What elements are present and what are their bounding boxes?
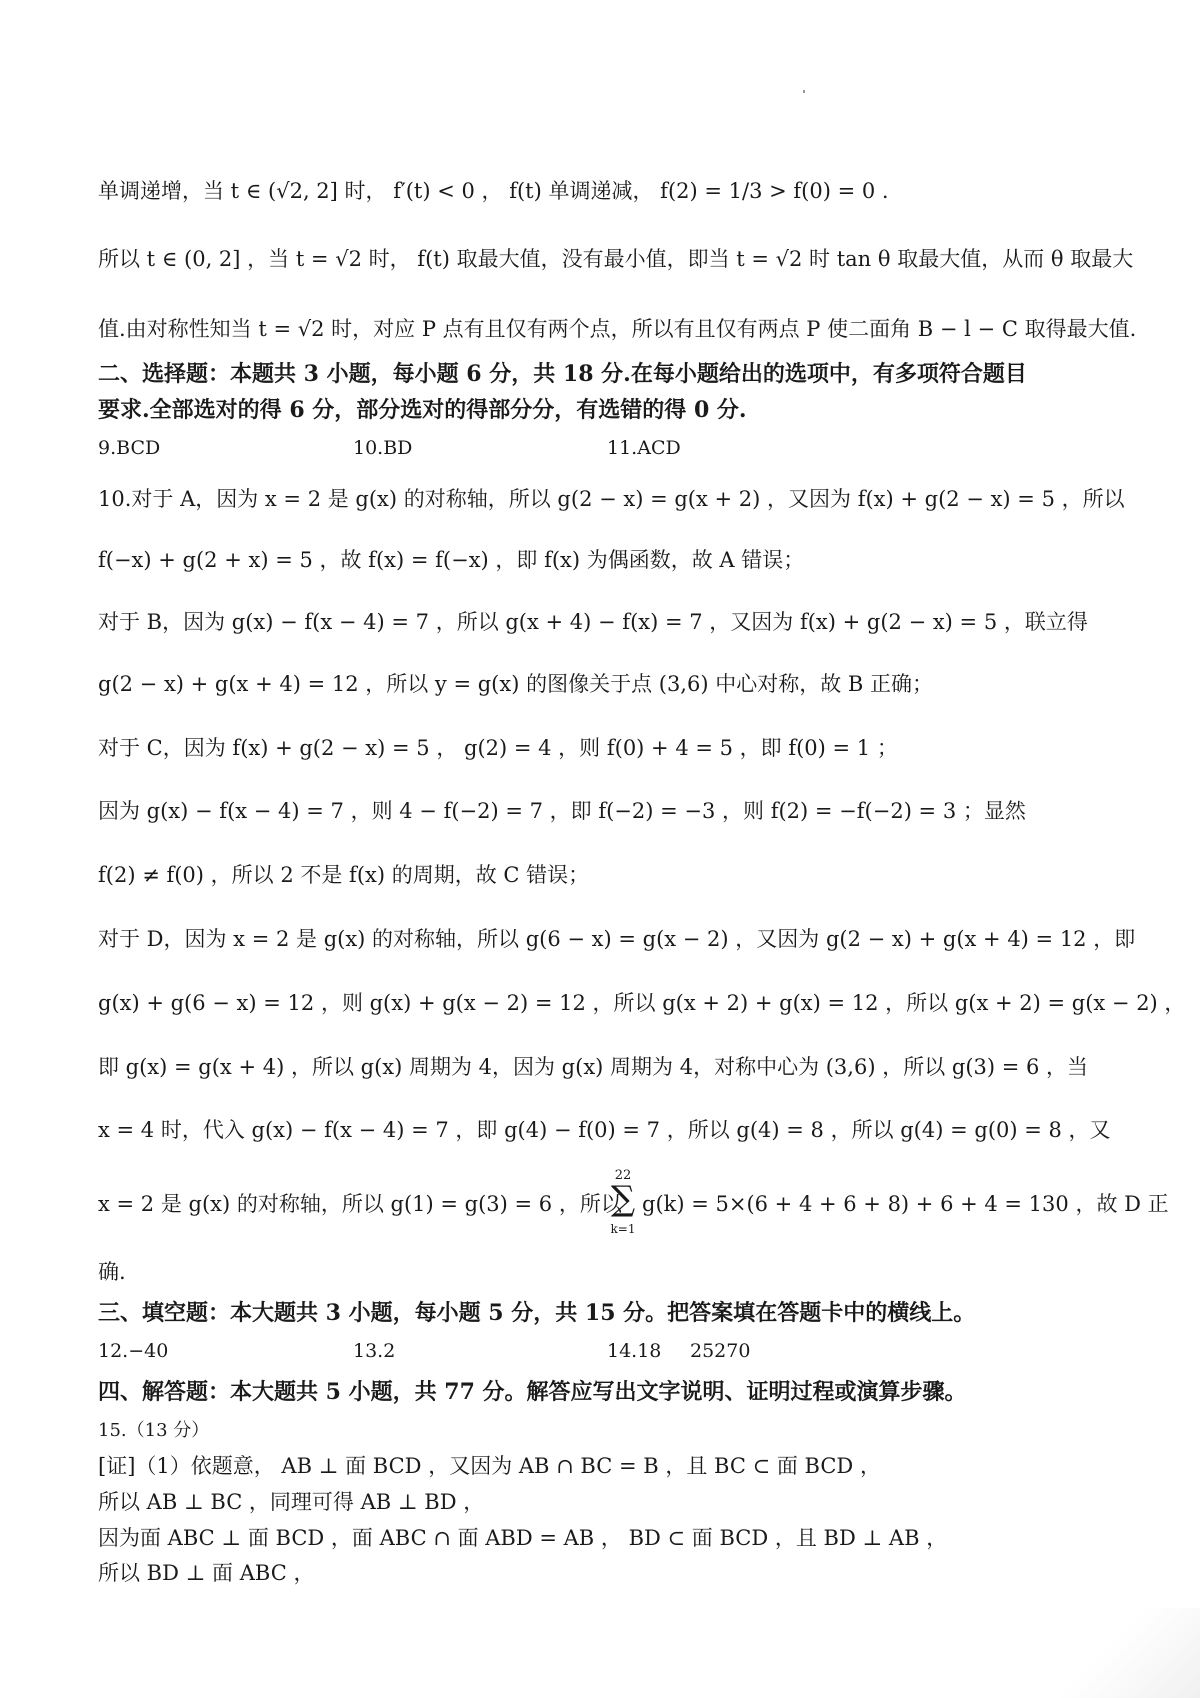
q10-line-9: g(x) + g(6 − x) = 12 ，则 g(x) + g(x − 2) = 12 ，所以 g(x + 2) + g(x) = 12 ，所以 g(x + 2) = g(x − 2) ， xyxy=(98,991,1186,1015)
answer-13: 13.2 xyxy=(353,1340,396,1362)
q10-line-12-part-a: x = 2 是 g(x) 的对称轴，所以 g(1) = g(3) = 6 ，所以 xyxy=(98,1192,622,1216)
answer-12: 12.−40 xyxy=(98,1340,169,1362)
q10-line-7: f(2) ≠ f(0) ，所以 2 不是 f(x) 的周期，故 C 错误； xyxy=(98,863,590,887)
section-2-heading-line-1: 二、选择题：本题共 3 小题，每小题 6 分，共 18 分.在每小题给出的选项中，有多项符合题目 xyxy=(98,361,1027,387)
q10-line-11: x = 4 时，代入 g(x) − f(x − 4) = 7 ，即 g(4) − f(0) = 7 ，所以 g(4) = 8 ，所以 g(4) = g(0) = 8 ，又 xyxy=(98,1118,1111,1142)
q10-line-4: g(2 − x) + g(x + 4) = 12 ，所以 y = g(x) 的图像关于点 (3,6) 中心对称，故 B 正确； xyxy=(98,672,933,696)
solution-line-3: 值.由对称性知当 t = √2 时，对应 P 点有且仅有两个点，所以有且仅有两点 P 使二面角 B − l − C 取得最大值. xyxy=(98,317,1137,341)
q10-line-13: 确. xyxy=(98,1260,126,1284)
q10-line-2: f(−x) + g(2 + x) = 5 ，故 f(x) = f(−x) ，即 f(x) 为偶函数，故 A 错误； xyxy=(98,548,805,572)
q10-line-12-part-b: g(k) = 5×(6 + 4 + 6 + 8) + 6 + 4 = 130 ，故 D 正 xyxy=(642,1192,1169,1216)
q15-proof-line-2: 所以 AB ⊥ BC ，同理可得 AB ⊥ BD ， xyxy=(98,1490,485,1514)
q10-line-5: 对于 C，因为 f(x) + g(2 − x) = 5 ， g(2) = 4 ，则 f(0) + 4 = 5 ，即 f(0) = 1 ； xyxy=(98,736,898,760)
q15-proof-line-1: [证]（1）依题意， AB ⊥ 面 BCD ，又因为 AB ∩ BC = B ，且 BC ⊂ 面 BCD ， xyxy=(98,1454,881,1478)
solution-line-1: 单调递增，当 t ∈ (√2, 2] 时， f′(t) < 0 ， f(t) 单调递减， f(2) = 1/3 > f(0) = 0 . xyxy=(98,179,889,203)
q10-line-3: 对于 B，因为 g(x) − f(x − 4) = 7 ，所以 g(x + 4) − f(x) = 7 ，又因为 f(x) + g(2 − x) = 5 ，联立得 xyxy=(98,610,1088,634)
q15-proof-line-3: 因为面 ABC ⊥ 面 BCD ，面 ABC ∩ 面 ABD = AB ， BD ⊂ 面 BCD ，且 BD ⊥ AB ， xyxy=(98,1526,948,1550)
summation-upper-limit: 22 xyxy=(614,1168,632,1183)
q10-line-6: 因为 g(x) − f(x − 4) = 7 ，则 4 − f(−2) = 7 ，即 f(−2) = −3 ，则 f(2) = −f(−2) = 3 ；显然 xyxy=(98,799,1026,823)
answer-10: 10.BD xyxy=(353,437,413,459)
section-2-heading-line-2: 要求.全部选对的得 6 分，部分选对的得部分分，有选错的得 0 分. xyxy=(98,397,747,423)
q15-title: 15.（13 分） xyxy=(98,1420,210,1441)
q10-line-8: 对于 D，因为 x = 2 是 g(x) 的对称轴，所以 g(6 − x) = g(x − 2) ，又因为 g(2 − x) + g(x + 4) = 12 ，即 xyxy=(98,927,1136,951)
answer-14-part-2: 25270 xyxy=(690,1340,751,1362)
section-3-heading: 三、填空题：本大题共 3 小题，每小题 5 分，共 15 分。把答案填在答题卡中的横线上。 xyxy=(98,1300,976,1326)
summation-lower-limit: k=1 xyxy=(610,1222,636,1236)
section-4-heading: 四、解答题：本大题共 5 小题，共 77 分。解答应写出文字说明、证明过程或演算步骤。 xyxy=(98,1379,967,1405)
q15-proof-line-4: 所以 BD ⊥ 面 ABC ， xyxy=(98,1561,315,1585)
solution-line-2: 所以 t ∈ (0, 2] ，当 t = √2 时， f(t) 取最大值，没有最小值，即当 t = √2 时 tan θ 取最大值，从而 θ 取最大 xyxy=(98,247,1134,271)
answer-14-part-1: 14.18 xyxy=(607,1340,662,1362)
q10-line-1: 10.对于 A，因为 x = 2 是 g(x) 的对称轴，所以 g(2 − x) = g(x + 2) ，又因为 f(x) + g(2 − x) = 5 ，所以 xyxy=(98,487,1125,511)
scan-speck xyxy=(803,90,805,93)
page-corner-shading xyxy=(1050,1608,1200,1698)
answer-11: 11.ACD xyxy=(607,437,681,459)
q10-line-10: 即 g(x) = g(x + 4) ，所以 g(x) 周期为 4，因为 g(x) 周期为 4，对称中心为 (3,6) ，所以 g(3) = 6 ，当 xyxy=(98,1055,1089,1079)
summation-sign: ∑ xyxy=(610,1179,636,1219)
answer-9: 9.BCD xyxy=(98,437,161,459)
